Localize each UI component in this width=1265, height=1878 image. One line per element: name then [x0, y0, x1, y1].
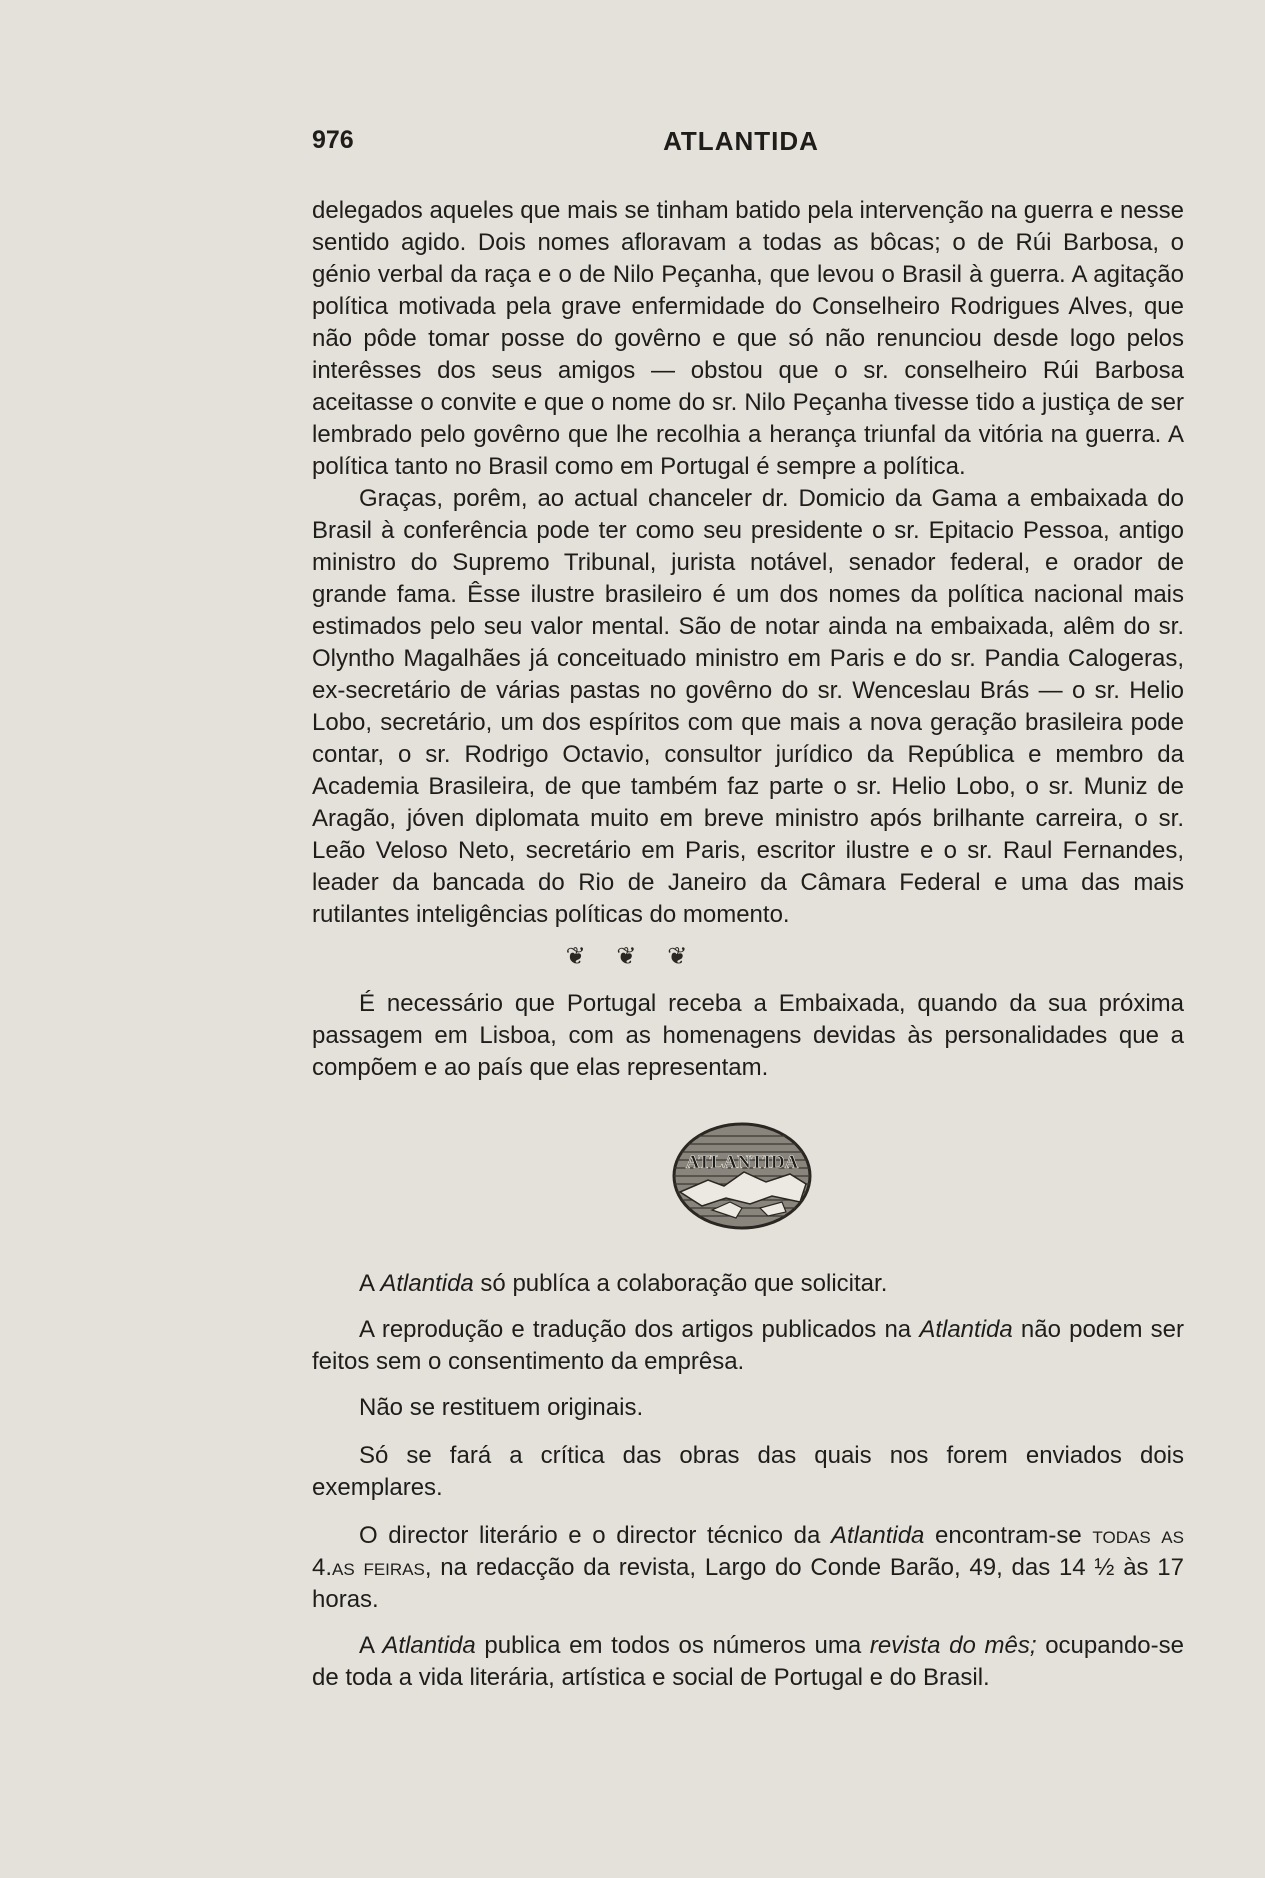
notice: A Atlantida só publíca a colaboração que solicitar.: [359, 1270, 888, 1297]
notice: Só se fará a crítica das obras das quais nos forem enviados dois exemplares.: [312, 1442, 1184, 1501]
closing-text: [312, 988, 1184, 1084]
magazine-title: Atlantida: [830, 1522, 925, 1549]
notice: Não se restituem originais.: [359, 1394, 644, 1421]
atlantida-logo: [672, 1122, 812, 1230]
magazine-title: Atlantida: [382, 1632, 476, 1659]
magazine-title: Atlantida: [380, 1270, 474, 1297]
article-text: [312, 195, 1184, 931]
running-title: ATLANTIDA: [663, 126, 819, 156]
magazine-title: Atlantida: [919, 1316, 1013, 1343]
paragraph: É necessário que Portugal receba a Embaixada, quando da sua próxima passagem em Lisboa, com as homenagens devidas às personalidades que a compõem e ao país que elas representam.: [312, 990, 1184, 1081]
paragraph: Graças, porêm, ao actual chanceler dr. Domicio da Gama a embaixada do Brasil à conferência pode ter como seu presidente o sr. Epitacio Pessoa, antigo ministro do Supremo Tribunal, jurista notável, senador federal, e orador de grande fama. Êsse ilustre brasileiro é um dos nomes da política nacional mais estimados pelo seu valor mental. São de notar ainda na embaixada, alêm do sr. Olyntho Magalhães já conceituado ministro em Paris e do sr. Pandia Calogeras, ex-secretário de várias pastas no govêrno do sr. Wenceslau Brás — o sr. Helio Lobo, secretário, um dos espíritos com que mais a nova geração brasileira pode contar, o sr. Rodrigo Octavio, consultor jurídico da República e membro da Academia Brasileira, de que também faz parte o sr. Helio Lobo, o sr. Muniz de Aragão, jóven diplomata muito em breve ministro após brilhante carreira, o sr. Leão Veloso Neto, secretário em Paris, escritor ilustre e o sr. Raul Fernandes, leader da bancada do Rio de Janeiro da Câmara Federal e uma das mais rutilantes inteligências políticas do momento.: [312, 485, 1184, 928]
notice: A reprodução e tradução dos artigos publicados na Atlantida não podem ser feitos sem o consentimento da emprêsa.: [312, 1316, 1184, 1375]
notice: A Atlantida publica em todos os números uma revista do mês; ocupando-se de toda a vida literária, artística e social de Portugal e do Brasil.: [312, 1632, 1184, 1691]
section-ornament: ❦ ❦ ❦: [565, 943, 700, 970]
meeting-days: todas as 4.as feiras: [312, 1522, 1184, 1581]
logo-lettering: ATLANTIDA: [685, 1152, 799, 1173]
notice: O director literário e o director técnico da Atlantida encontram-se todas as 4.as feiras, na redacção da revista, Largo do Conde Barão, 49, das 14 ½ às 17 horas.: [312, 1522, 1184, 1613]
paragraph: delegados aqueles que mais se tinham batido pela intervenção na guerra e nesse sentido agido. Dois nomes afloravam a todas as bôcas; o de Rúi Barbosa, o génio verbal da raça e o de Nilo Peçanha, que levou o Brasil à guerra. A agitação política motivada pela grave enfermidade do Conselheiro Rodrigues Alves, que não pôde tomar posse do govêrno e que só não renunciou desde logo pelos interêsses dos seus amigos — obstou que o sr. conselheiro Rúi Barbosa aceitasse o convite e que o nome do sr. Nilo Peçanha tivesse tido a justiça de ser lembrado pelo govêrno que lhe recolhia a herança triunfal da vitória na guerra. A política tanto no Brasil como em Portugal é sempre a política.: [312, 197, 1184, 480]
editorial-notices: [312, 1268, 1184, 1708]
page-number: 976: [312, 126, 354, 154]
page-header: [312, 126, 1170, 162]
section-title: revista do mês;: [869, 1632, 1037, 1659]
